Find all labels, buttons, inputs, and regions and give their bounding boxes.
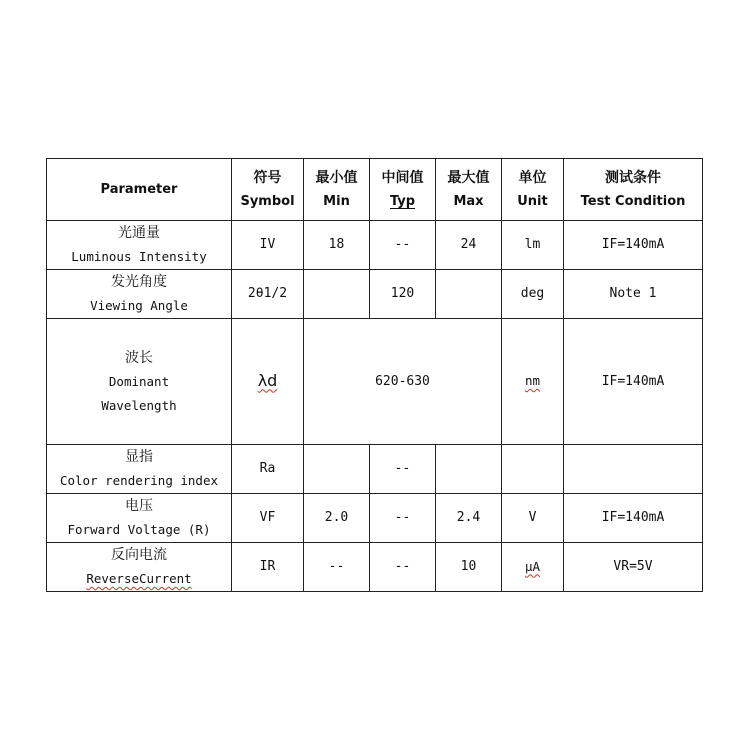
unit-cell: nm [502,319,564,445]
typ-cell: 120 [370,270,436,319]
parameter-cell: 光通量 Luminous Intensity [47,221,232,270]
min-cell: 18 [304,221,370,270]
table-row [47,494,703,543]
parameter-cell: 反向电流 ReverseCurrent [47,543,232,592]
header-parameter: Parameter [47,159,232,221]
symbol-cell: Ra [232,445,304,494]
max-cell [436,270,502,319]
condition-cell: VR=5V [564,543,703,592]
parameter-cell: 电压 Forward Voltage (R) [47,494,232,543]
header-unit: 单位 Unit [502,159,564,221]
typ-cell: -- [370,445,436,494]
unit-cell: μA [502,543,564,592]
typ-cell: -- [370,494,436,543]
table-row [47,221,703,270]
min-cell [304,445,370,494]
symbol-cell: VF [232,494,304,543]
symbol-cell: 2θ1/2 [232,270,304,319]
typ-cell: -- [370,543,436,592]
unit-cell: lm [502,221,564,270]
max-cell [436,445,502,494]
max-cell: 10 [436,543,502,592]
parameter-cell: 显指 Color rendering index [47,445,232,494]
unit-cell: deg [502,270,564,319]
symbol-cell: λd [232,319,304,445]
min-cell [304,270,370,319]
header-row [47,159,703,221]
header-min: 最小值 Min [304,159,370,221]
unit-cell [502,445,564,494]
condition-cell: Note 1 [564,270,703,319]
condition-cell: IF=140mA [564,221,703,270]
header-typ: 中间值 Typ [370,159,436,221]
condition-cell [564,445,703,494]
parameter-cell: 波长 Dominant Wavelength [47,319,232,445]
unit-cell: V [502,494,564,543]
max-cell: 2.4 [436,494,502,543]
header-max: 最大值 Max [436,159,502,221]
min-cell: -- [304,543,370,592]
min-cell: 2.0 [304,494,370,543]
table-row [47,445,703,494]
typ-cell: -- [370,221,436,270]
parameter-cell: 发光角度 Viewing Angle [47,270,232,319]
header-symbol: 符号 Symbol [232,159,304,221]
table-row [47,543,703,592]
condition-cell: IF=140mA [564,319,703,445]
table-row [47,319,703,445]
max-cell: 24 [436,221,502,270]
symbol-cell: IV [232,221,304,270]
table-row [47,270,703,319]
symbol-cell: IR [232,543,304,592]
condition-cell: IF=140mA [564,494,703,543]
range-cell: 620-630 [304,319,502,445]
spec-table [46,158,703,592]
header-test-condition: 测试条件 Test Condition [564,159,703,221]
